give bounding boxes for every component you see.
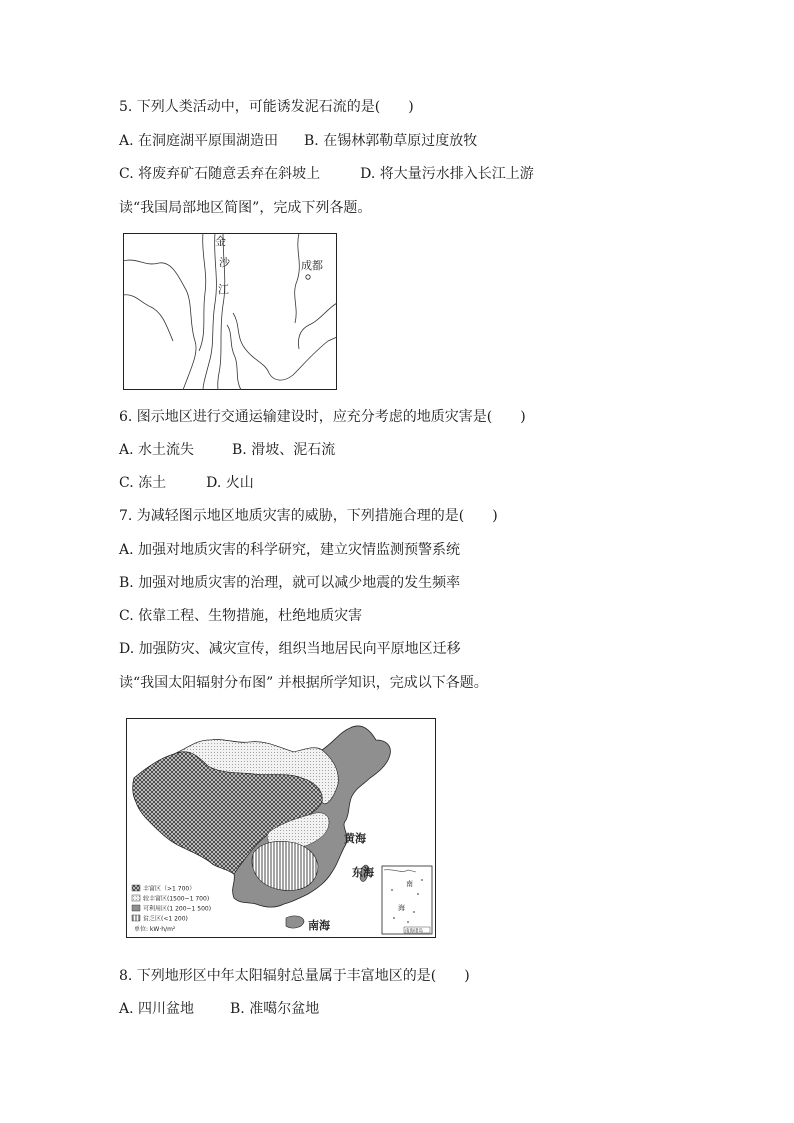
legend-swatch-usable <box>132 905 140 911</box>
q5-option-a: A. 在洞庭湖平原围湖造田 <box>119 133 279 149</box>
q6-option-b: B. 滑坡、泥石流 <box>232 442 336 458</box>
q7-option-d: D. 加强防灾、减灾宣传，组织当地居民向平原地区迁移 <box>119 641 461 657</box>
q7-option-c: C. 依靠工程、生物措施，杜绝地质灾害 <box>119 608 363 624</box>
q8-option-b: B. 准噶尔盆地 <box>230 1001 320 1017</box>
legend <box>130 882 212 934</box>
legend-swatch-poor <box>132 915 140 921</box>
sea-label-south: 南海 <box>308 919 330 932</box>
legend-label-usable: 可利用区(1 200~1 500) <box>143 905 212 913</box>
river-char-1: 金 <box>215 235 226 248</box>
legend-unit: 单位: kW·h/m² <box>134 926 176 933</box>
city-chengdu-label: 成都 <box>301 259 323 272</box>
river-char-3: 江 <box>218 283 229 296</box>
inset-caption: 南海诸岛 <box>405 929 423 934</box>
q7-option-b: B. 加强对地质灾害的治理，就可以减少地震的发生频率 <box>119 575 461 591</box>
legend-swatch-rich <box>132 885 140 891</box>
river-char-2: 沙 <box>219 256 230 269</box>
q7-option-a: A. 加强对地质灾害的科学研究，建立灾情监测预警系统 <box>119 542 461 558</box>
inset-char-2: 海 <box>398 904 405 912</box>
sea-label-yellow: 黄海 <box>344 832 366 845</box>
q8-stem: 8. 下列地形区中年太阳辐射总量属于丰富地区的是( ) <box>119 968 470 984</box>
intro-map1: 读“我国局部地区简图”，完成下列各题。 <box>119 200 372 216</box>
regional-sketch-map <box>123 233 337 390</box>
city-chengdu-marker <box>306 275 310 279</box>
q8-options-row1 <box>119 1000 319 1018</box>
q5-stem: 5. 下列人类活动中，可能诱发泥石流的是( ) <box>119 99 414 115</box>
q7-stem: 7. 为减轻图示地区地质灾害的威胁，下列措施合理的是( ) <box>119 508 498 524</box>
q5-option-c: C. 将废弃矿石随意丢弃在斜坡上 <box>119 166 321 182</box>
legend-swatch-fairly-rich <box>132 895 140 901</box>
q6-option-c: C. 冻土 <box>119 475 167 491</box>
q6-option-a: A. 水土流失 <box>119 442 195 458</box>
q6-options-row2 <box>119 474 254 492</box>
south-china-sea-inset <box>382 866 432 934</box>
legend-label-fairly-rich: 较丰富区(1500~1 700) <box>143 895 210 903</box>
q5-option-d: D. 将大量污水排入长江上游 <box>360 166 534 182</box>
q6-stem: 6. 图示地区进行交通运输建设时，应充分考虑的地质灾害是( ) <box>119 409 526 425</box>
q5-option-b: B. 在锡林郭勒草原过度放牧 <box>304 133 478 149</box>
q5-options-row2 <box>119 165 534 183</box>
intro-map2: 读“我国太阳辐射分布图” 并根据所学知识，完成以下各题。 <box>119 675 488 691</box>
sea-label-east: 东海 <box>352 866 374 879</box>
q8-option-a: A. 四川盆地 <box>119 1001 195 1017</box>
inset-char-1: 南 <box>406 880 413 888</box>
china-solar-radiation-map <box>126 718 436 938</box>
q6-option-d: D. 火山 <box>206 475 254 491</box>
legend-label-rich: 丰富区（>1 700） <box>143 885 196 893</box>
q5-options-row1 <box>119 132 477 150</box>
q6-options-row1 <box>119 441 335 459</box>
legend-label-poor: 贫乏区(<1 200) <box>143 915 188 923</box>
